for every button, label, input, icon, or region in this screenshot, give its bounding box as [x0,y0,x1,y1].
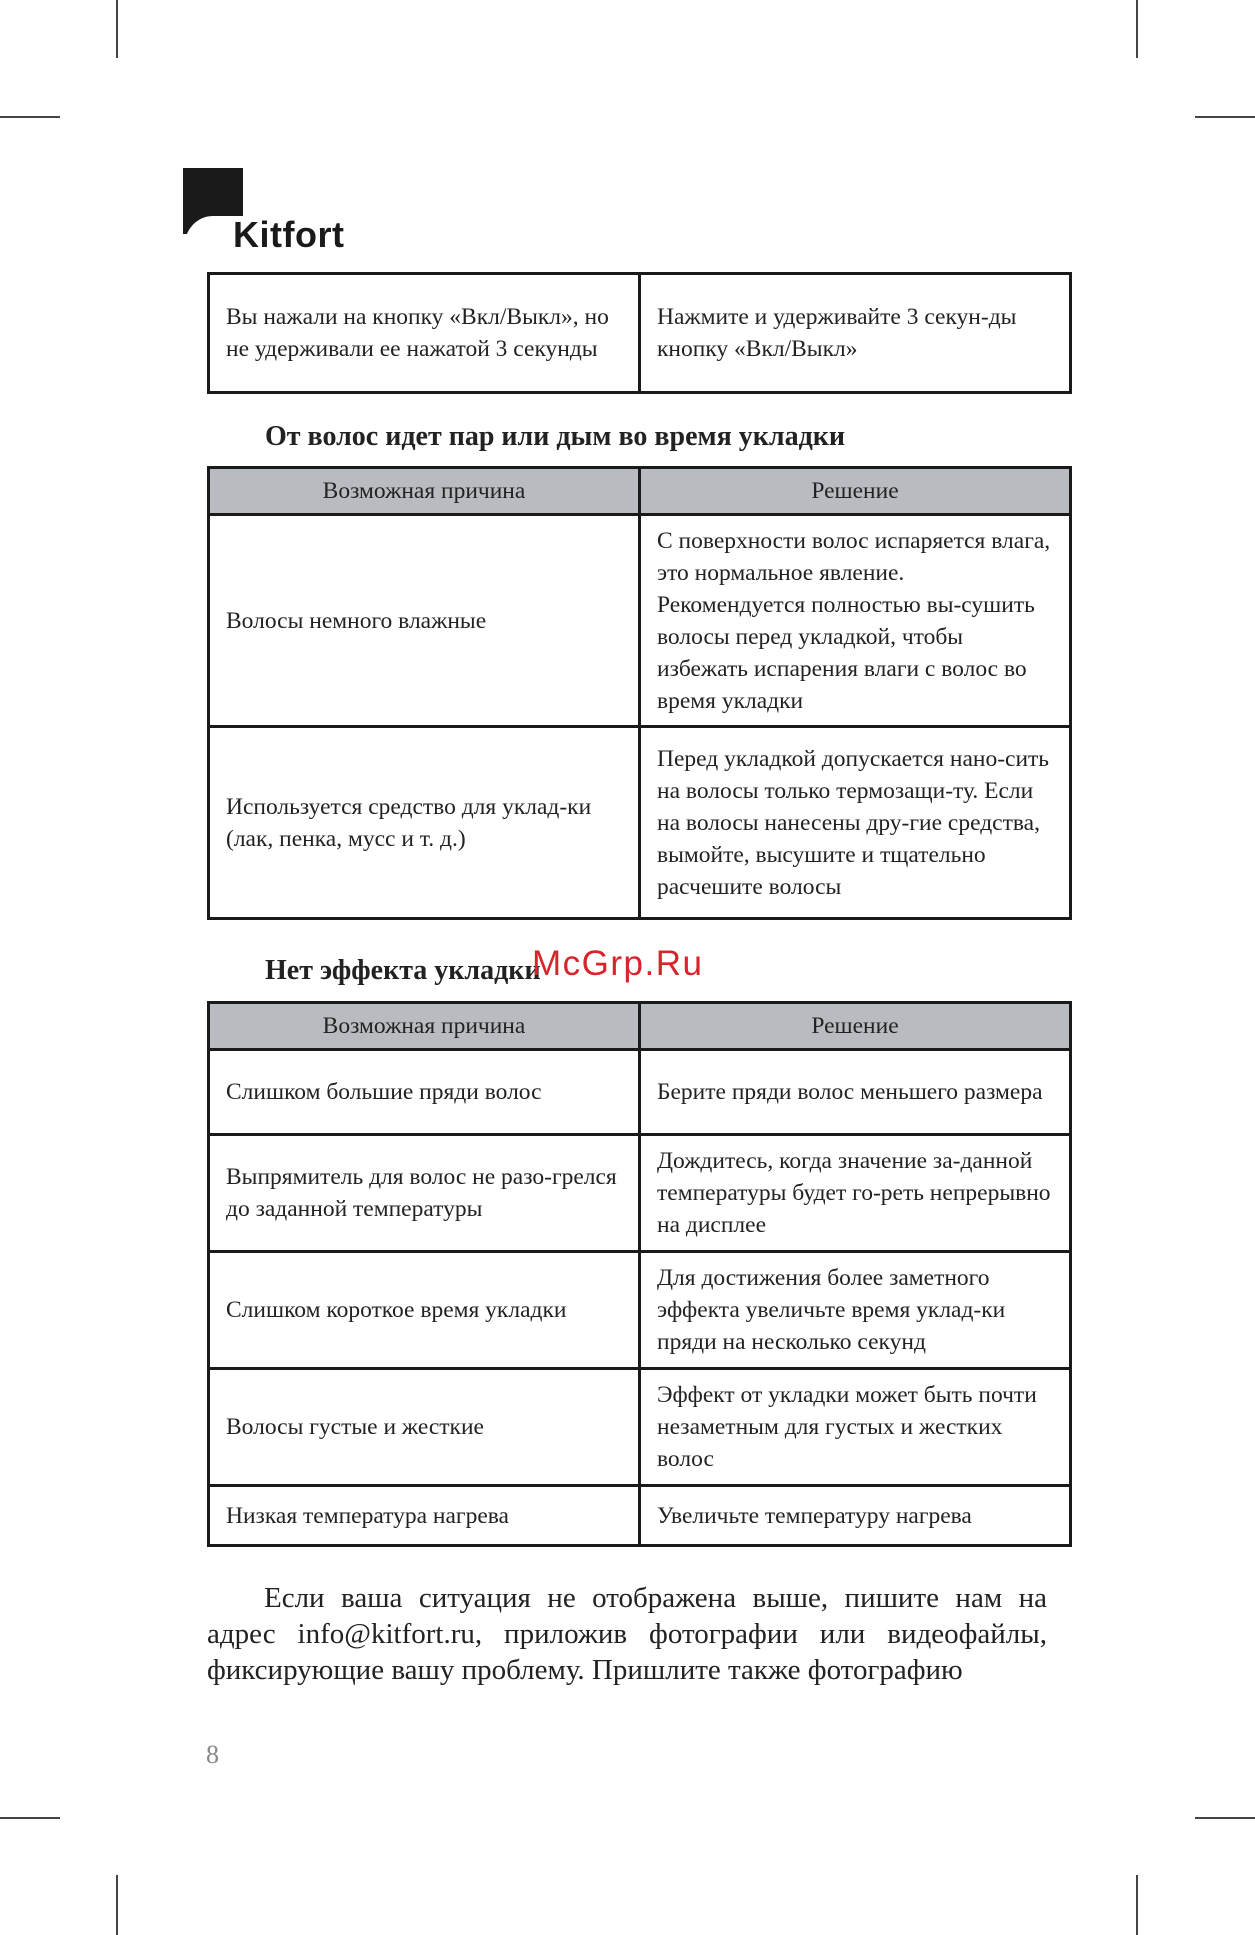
table-power-button [207,272,1072,394]
cause-cell: Волосы густые и жесткие [209,1369,640,1486]
watermark: McGrp.Ru [532,944,704,983]
cause-cell: Волосы немного влажные [209,515,640,727]
table-row [209,274,1071,393]
crop-mark [1195,1817,1255,1819]
solution-cell: Нажмите и удерживайте 3 секун-ды кнопку «Вкл/Выкл» [640,274,1071,393]
table-row [209,515,1071,727]
cause-cell: Слишком короткое время укладки [209,1252,640,1369]
table-header-row [209,1003,1071,1050]
cause-cell: Низкая температура нагрева [209,1486,640,1546]
header-cause: Возможная причина [209,468,640,515]
header-cause: Возможная причина [209,1003,640,1050]
solution-cell: Перед укладкой допускается нано-сить на волосы только термозащи-ту. Если на волосы нанесены дру-гие средства, вымойте, высушите и тщательно расчешите волосы [640,727,1071,919]
section-title-steam: От волос идет пар или дым во время укладки [265,421,846,452]
cause-cell: Выпрямитель для волос не разо-грелся до заданной температуры [209,1135,640,1252]
table-row [209,1135,1071,1252]
cause-cell: Вы нажали на кнопку «Вкл/Выкл», но не удерживали ее нажатой 3 секунды [209,274,640,393]
solution-cell: Увеличьте температуру нагрева [640,1486,1071,1546]
table-steam [207,466,1072,920]
footer-text: Если ваша ситуация не отображена выше, пишите нам на адрес info@kitfort.ru, приложив фотографии или видеофайлы, фиксирующие вашу проблему. Пришлите также фотографию [207,1582,1047,1686]
table-row [209,1486,1071,1546]
cause-cell: Слишком большие пряди волос [209,1050,640,1135]
section-title-no-effect: Нет эффекта укладки [265,955,541,986]
table-header-row [209,468,1071,515]
crop-mark [116,0,118,58]
table-row [209,1252,1071,1369]
crop-mark [1136,0,1138,58]
crop-mark [1136,1875,1138,1935]
crop-mark [1195,116,1255,118]
footer-paragraph [207,1580,1047,1688]
logo-text: Kitfort [233,214,345,255]
header-solution: Решение [640,468,1071,515]
page-number: 8 [206,1740,219,1769]
table-row [209,1050,1071,1135]
solution-cell: Эффект от укладки может быть почти незаметным для густых и жестких волос [640,1369,1071,1486]
solution-cell: Дождитесь, когда значение за-данной температуры будет го-реть непрерывно на дисплее [640,1135,1071,1252]
cause-cell: Используется средство для уклад-ки (лак, пенка, мусс и т. д.) [209,727,640,919]
table-row [209,727,1071,919]
table-no-effect [207,1001,1072,1547]
crop-mark [0,116,60,118]
crop-mark [0,1817,60,1819]
header-solution: Решение [640,1003,1071,1050]
table-row [209,1369,1071,1486]
solution-cell: Берите пряди волос меньшего размера [640,1050,1071,1135]
crop-mark [116,1875,118,1935]
solution-cell: Для достижения более заметного эффекта увеличьте время уклад-ки пряди на несколько секунд [640,1252,1071,1369]
solution-cell: С поверхности волос испаряется влага, это нормальное явление. Рекомендуется полностью вы-сушить волосы перед укладкой, чтобы избежать испарения влаги с волос во время укладки [640,515,1071,727]
